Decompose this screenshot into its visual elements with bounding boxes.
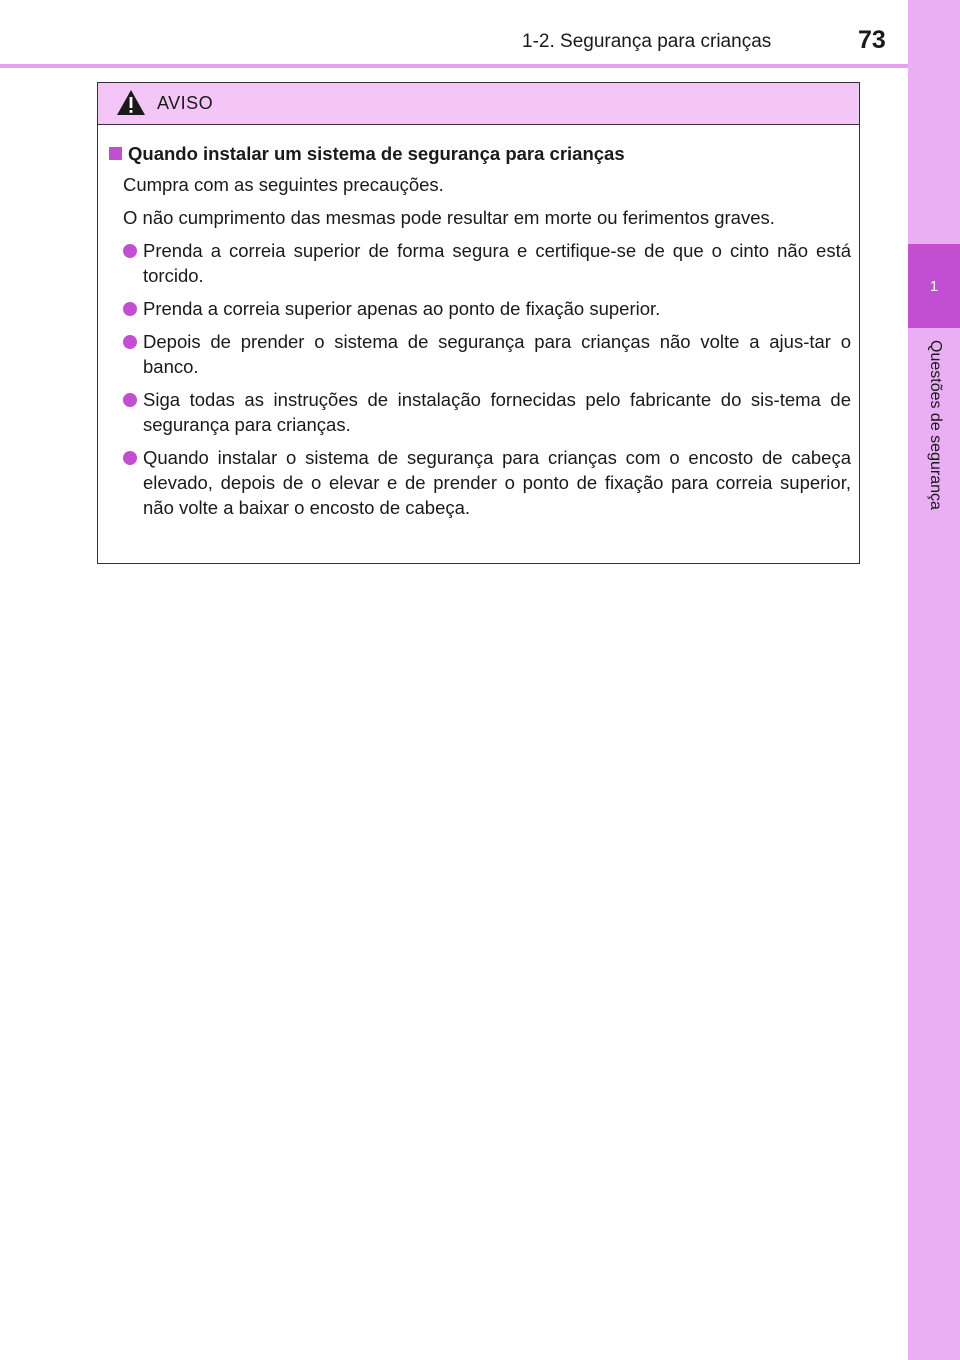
paragraph: O não cumprimento das mesmas pode resultar em morte ou ferimentos graves.	[123, 207, 775, 228]
bullet-dot-icon	[123, 335, 137, 349]
list-item	[106, 445, 851, 520]
list-item-text: Quando instalar o sistema de segurança para crianças com o encosto de cabeça elevado, depois de o elevar e de prender o ponto de fixação para correia superior, não volte a baixar o encosto de cabeça.	[143, 447, 851, 518]
section-heading	[106, 141, 851, 166]
side-tab	[908, 0, 960, 1360]
chapter-title-vertical: Questões de segurança	[927, 340, 944, 510]
section-title: 1-2. Segurança para crianças	[522, 31, 772, 52]
warning-header	[98, 83, 859, 125]
warning-body	[98, 125, 859, 520]
list-item-text: Siga todas as instruções de instalação fornecidas pelo fabricante do sis-tema de segurança para crianças.	[143, 389, 851, 435]
warning-label: AVISO	[157, 93, 214, 113]
bullet-dot-icon	[123, 393, 137, 407]
list-item-text: Depois de prender o sistema de segurança para crianças não volte a ajus-tar o banco.	[143, 331, 851, 377]
bullet-dot-icon	[123, 302, 137, 316]
header-divider	[0, 64, 908, 68]
list-item-text: Prenda a correia superior apenas ao ponto de fixação superior.	[143, 298, 661, 319]
list-item	[106, 387, 851, 437]
page-number: 73	[858, 26, 886, 54]
warning-triangle-icon	[116, 89, 146, 116]
warning-box	[97, 82, 860, 564]
section-heading-text: Quando instalar um sistema de segurança para crianças	[128, 143, 625, 164]
bullet-dot-icon	[123, 451, 137, 465]
paragraph: Cumpra com as seguintes precauções.	[123, 174, 444, 195]
chapter-number-tab: 1	[908, 244, 960, 328]
square-bullet-icon	[109, 147, 122, 160]
bullet-dot-icon	[123, 244, 137, 258]
list-item	[106, 296, 851, 321]
list-item-text: Prenda a correia superior de forma segura e certifique-se de que o cinto não está torcido.	[143, 240, 851, 286]
list-item	[106, 329, 851, 379]
list-item	[106, 238, 851, 288]
